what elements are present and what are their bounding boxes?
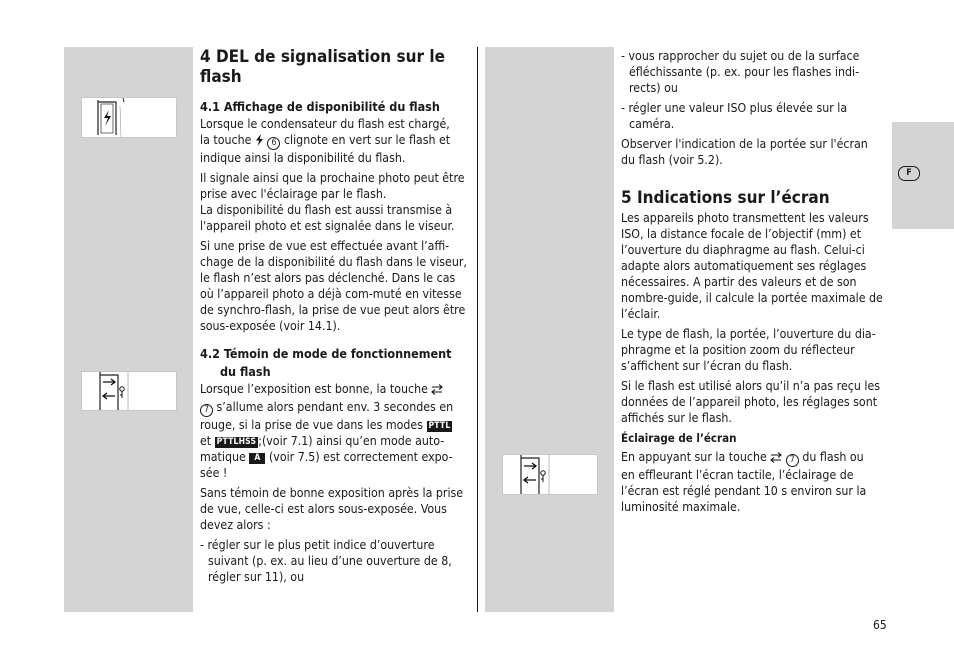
s5-paragraph: Si le flash est utilisé alors qu’il n’a pas reçu les données de l’appareil photo, les réglages sont affichés sur le flash. — [621, 379, 881, 425]
flash-bolt-icon — [255, 134, 264, 150]
section-4-2-heading — [200, 345, 468, 381]
section-5-heading: 5 Indications sur l’écran — [621, 188, 830, 208]
s5-line-with-icon — [621, 449, 885, 467]
s41-text: la touche — [200, 133, 252, 147]
s42-line — [200, 449, 468, 465]
screen-light-button-thumbnail — [502, 454, 598, 495]
s41-paragraph: La disponibilité du flash est aussi transmise à l'appareil photo et est signalée dans le viseur. — [200, 203, 455, 233]
exchange-arrows-icon — [431, 383, 443, 399]
s42-text: rouge, si la prise de vue dans les modes — [200, 418, 423, 432]
s5-line: en effleurant l’écran tactile, l’éclairage de — [621, 468, 854, 482]
s5-line: luminosité maximale. — [621, 500, 741, 514]
section-4-1-heading: 4.1 Affichage de disponibilité du flash — [200, 99, 440, 114]
page-number: 65 — [873, 618, 887, 632]
section-4-2-heading-line: du flash — [220, 364, 271, 379]
s5-paragraph: Le type de flash, la portée, l’ouverture du dia-phragme et la position zoom du réflecteur s’affichent sur l’écran du flash. — [621, 327, 876, 373]
section-4-2-heading-line: 4.2 Témoin de mode de fonctionnement — [200, 346, 452, 361]
callout-number: 7 — [786, 454, 799, 467]
screen-light-subheading: Éclairage de l’écran — [621, 431, 737, 445]
exchange-arrows-icon — [770, 451, 782, 467]
s42-text: matique — [200, 450, 246, 464]
flash-mode-button-thumbnail — [81, 371, 177, 411]
s5-paragraph: Les appareils photo transmettent les valeurs ISO, la distance focale de l’objectif (mm) et l’ouverture du diaphragme au flash. Celui-ci adapte alors automatiquement ses réglages nécessaires. A partir des valeurs et de son nombre-guide, il calcule la portée maximale de l’éclair. — [621, 211, 883, 321]
s41-line-with-icon — [200, 132, 468, 150]
left-text-column — [200, 47, 468, 589]
s42-text: s’allume alors pendant env. 3 secondes en — [216, 400, 454, 414]
s42-text: ;(voir 7.1) ainsi qu’en mode auto- — [258, 434, 445, 448]
list-item: - régler sur le plus petit indice d’ouverture suivant (p. ex. au lieu d’une ouverture de 8, régler sur 11), ou — [200, 538, 452, 584]
right-margin-strip — [485, 47, 614, 612]
list-item: - régler une valeur ISO plus élevée sur la caméra. — [621, 101, 848, 131]
s42-line — [200, 399, 468, 417]
s41-paragraph: Si une prise de vue est effectuée avant l’affi-chage de la disponibilité du flash dans le viseur, le flash n’est alors pas déclenché. Dans le cas où l’appareil photo a déjà com-muté en vitesse de synchro-flash, la prise de vue peut alors être sous-exposée (voir 14.1). — [200, 239, 467, 333]
list-item: - vous rapprocher du sujet ou de la surface éfléchissante (p. ex. pour les flashes indi-rects) ou — [621, 49, 860, 95]
s42-line-with-icon — [200, 381, 468, 399]
s42-line — [200, 433, 468, 449]
column-divider — [477, 47, 478, 612]
s41-line: indique ainsi la disponibilité du flash. — [200, 151, 406, 165]
range-note: Observer l'indication de la portée sur l'écran du flash (voir 5.2). — [621, 137, 868, 167]
s5-text: En appuyant sur la touche — [621, 450, 767, 464]
right-text-column — [621, 48, 885, 515]
language-badge: F — [898, 166, 920, 181]
s42-line: sée ! — [200, 466, 228, 480]
s41-line: Lorsque le condensateur du flash est chargé, — [200, 117, 450, 131]
s42-line — [200, 417, 468, 433]
s41-paragraph: Il signale ainsi que la prochaine photo peut être prise avec l'éclairage par le flash. — [200, 171, 465, 201]
pttlhss-mode-badge: PTTLHSS — [216, 437, 257, 447]
s41-text: clignote en vert sur le flash et — [283, 133, 451, 147]
callout-number: 7 — [200, 404, 213, 417]
pttl-mode-badge: PTTL — [428, 421, 451, 431]
s42-text: Lorsque l’exposition est bonne, la touche — [200, 382, 428, 396]
s5-line: l’écran est réglé pendant 10 s environ sur la — [621, 484, 867, 498]
s5-text: du flash ou — [802, 450, 864, 464]
auto-mode-badge: A — [249, 453, 265, 464]
s42-paragraph: Sans témoin de bonne exposition après la prise de vue, celle-ci est alors sous-exposée. Vous devez alors : — [200, 486, 464, 532]
callout-number: 6 — [267, 137, 280, 150]
s42-text: (voir 7.5) est correctement expo- — [268, 450, 453, 464]
flash-ready-button-thumbnail — [81, 97, 177, 138]
s42-text: et — [200, 434, 212, 448]
section-4-heading: 4 DEL de signalisation sur le flash — [200, 47, 445, 87]
